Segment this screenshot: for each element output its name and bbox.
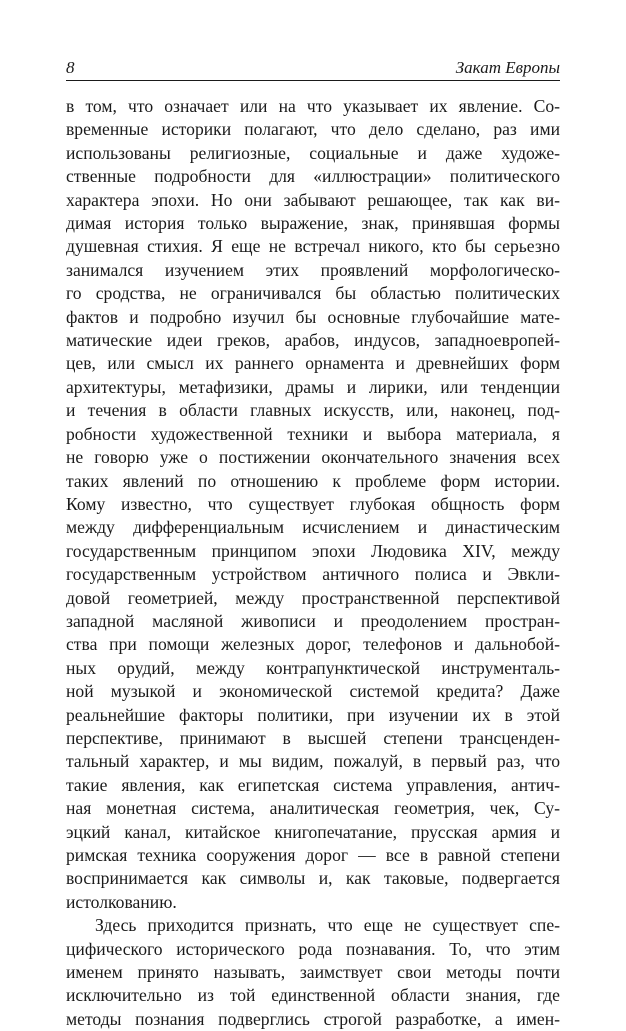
text-line: ства при помощи железных дорог, телефонов и дальнобой- (66, 634, 560, 655)
text-line: цифического исторического рода познавания. То, что этим (66, 938, 560, 959)
page-number: 8 (66, 58, 75, 77)
text-line: ной музыкой и экономической системой кредита? Даже (66, 681, 560, 702)
text-line: Здесь приходится признать, что еще не существует спе- (95, 915, 560, 936)
text-line: эцкий канал, китайское книгопечатание, прусская армия и (66, 821, 560, 842)
text-line: государственным принципом эпохи Людовика XIV, между (66, 540, 560, 561)
text-line: фактов и подробно изучил бы основные глубочайшие мате- (66, 306, 560, 327)
text-line: между дифференциальным исчислением и династическим (66, 517, 560, 538)
text-line: западной масляной живописи и преодолением простран- (66, 610, 560, 631)
text-line: истолкованию. (66, 891, 177, 912)
body-text (66, 95, 560, 1031)
text-line: го сродства, не ограничивался бы областью политических (66, 283, 560, 304)
text-line: воспринимается как символы и, как таковые, подвергается (66, 868, 560, 889)
text-line: реальнейшие факторы политики, при изучении их в этой (66, 704, 560, 725)
text-line: временные историки полагают, что дело сделано, раз ими (66, 119, 560, 140)
text-line: Кому известно, что существует глубокая общность форм (66, 493, 560, 514)
text-line: перспективе, принимают в высшей степени трансценден- (66, 727, 560, 748)
text-line: характера эпохи. Но они забывают решающее, так как ви- (66, 189, 560, 210)
paragraph (66, 914, 560, 1031)
text-line: в том, что означает или на что указывает их явление. Со- (66, 96, 560, 116)
text-line: матические идеи греков, арабов, индусов, западноевропей- (66, 330, 560, 351)
text-line: ных орудий, между контрапунктической инструменталь- (66, 657, 560, 678)
running-head (66, 56, 560, 80)
text-line: такие явления, как египетская система управления, антич- (66, 774, 560, 795)
text-line: ственные подробности для «иллюстрации» политического (66, 166, 560, 187)
text-line: и течения в области главных искусств, или, наконец, под- (66, 400, 560, 421)
text-line: довой геометрией, между пространственной перспективой (66, 587, 560, 608)
book-title: Закат Европы (455, 58, 560, 77)
text-line: исключительно из той единственной области знания, где (66, 985, 560, 1006)
text-line: именем принято называть, заимствует свои методы почти (66, 962, 560, 983)
text-line: тальный характер, и мы видим, пожалуй, в первый раз, что (66, 751, 560, 772)
text-line: таких явлений по отношению к проблеме форм истории. (66, 470, 560, 491)
text-line: государственным устройством античного полиса и Эвкли- (66, 564, 560, 585)
text-line: цев, или смысл их раннего орнамента и древнейших форм (66, 353, 560, 374)
text-line: римская техника сооружения дорог — все в равной степени (66, 845, 560, 865)
text-line: архитектуры, метафизики, драмы и лирики, или тенденции (66, 376, 560, 397)
text-line: не говорю уже о постижении окончательного значения всех (66, 447, 560, 468)
text-line: использованы религиозные, социальные и даже художе- (66, 142, 560, 163)
paragraph (66, 95, 560, 914)
text-line: занимался изучением этих проявлений морфологическо- (66, 259, 560, 280)
text-line: робности художественной техники и выбора материала, я (66, 423, 560, 444)
text-line: душевная стихия. Я еще не встречал никого, кто бы серьезно (66, 236, 560, 257)
text-line: ная монетная система, аналитическая геометрия, чек, Су- (66, 798, 560, 819)
text-line: методы познания подверглись строгой разработке, а имен- (66, 1008, 560, 1029)
text-line: димая история только выражение, знак, принявшая формы (66, 213, 560, 234)
header-rule (66, 80, 560, 81)
